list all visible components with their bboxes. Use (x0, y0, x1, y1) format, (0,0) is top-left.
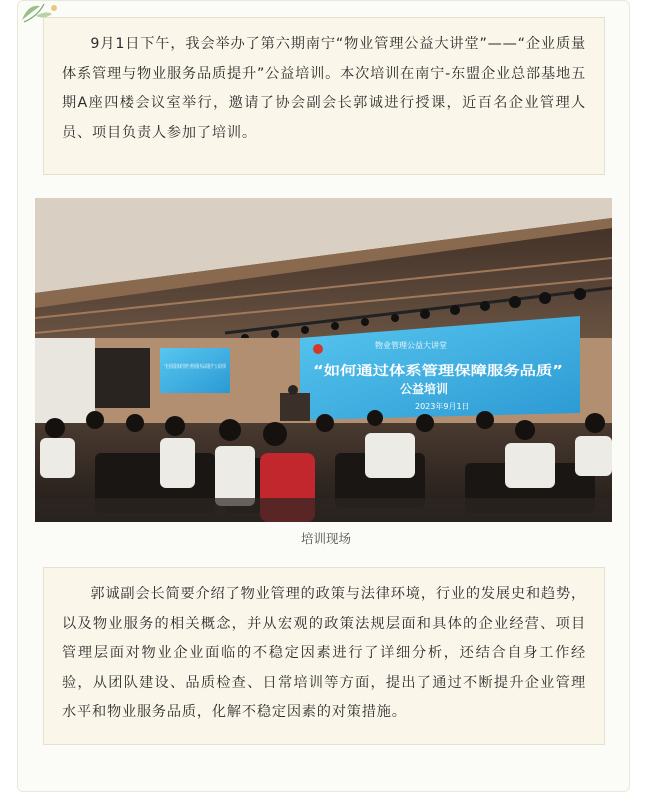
intro-text-box (43, 17, 605, 175)
photo-caption: 培训现场 (300, 531, 351, 546)
body-paragraph: 郭诚副会长简要介绍了物业管理的政策与法律环境，行业的发展史和趋势，以及物业服务的相关概念，并从宏观的政策法规层面和具体的企业经营、项目管理层面对物业企业面临的不稳定因素进行了详细分析，还结合自身工作经验，从团队建设、品质检查、日常培训等方面，提出了通过不断提升企业管理水平和物业服务品质，化解不稳定因素的对策措施。 (62, 586, 586, 720)
screen-subtitle: 公益培训 (400, 382, 449, 396)
body-text-box (43, 567, 605, 745)
training-photo (35, 198, 612, 522)
screen-title: “如何通过体系管理保障服务品质” (313, 364, 513, 379)
screen-header: 物业管理公益大讲堂 (375, 341, 447, 350)
screen-date: 2023年9月1日 (415, 402, 470, 411)
intro-paragraph: 9月1日下午，我会举办了第六期南宁“物业管理公益大讲堂”——“企业质量体系管理与物业服务品质提升”公益培训。本次培训在南宁-东盟企业总部基地五期A座四楼会议室举行，邀请了协会副会长郭诚进行授课，近百名企业管理人员、项目负责人参加了培训。 (62, 36, 586, 141)
left-screen-text: “企业质量体系管理与物业服务品质提升”公益培训 (164, 364, 275, 370)
